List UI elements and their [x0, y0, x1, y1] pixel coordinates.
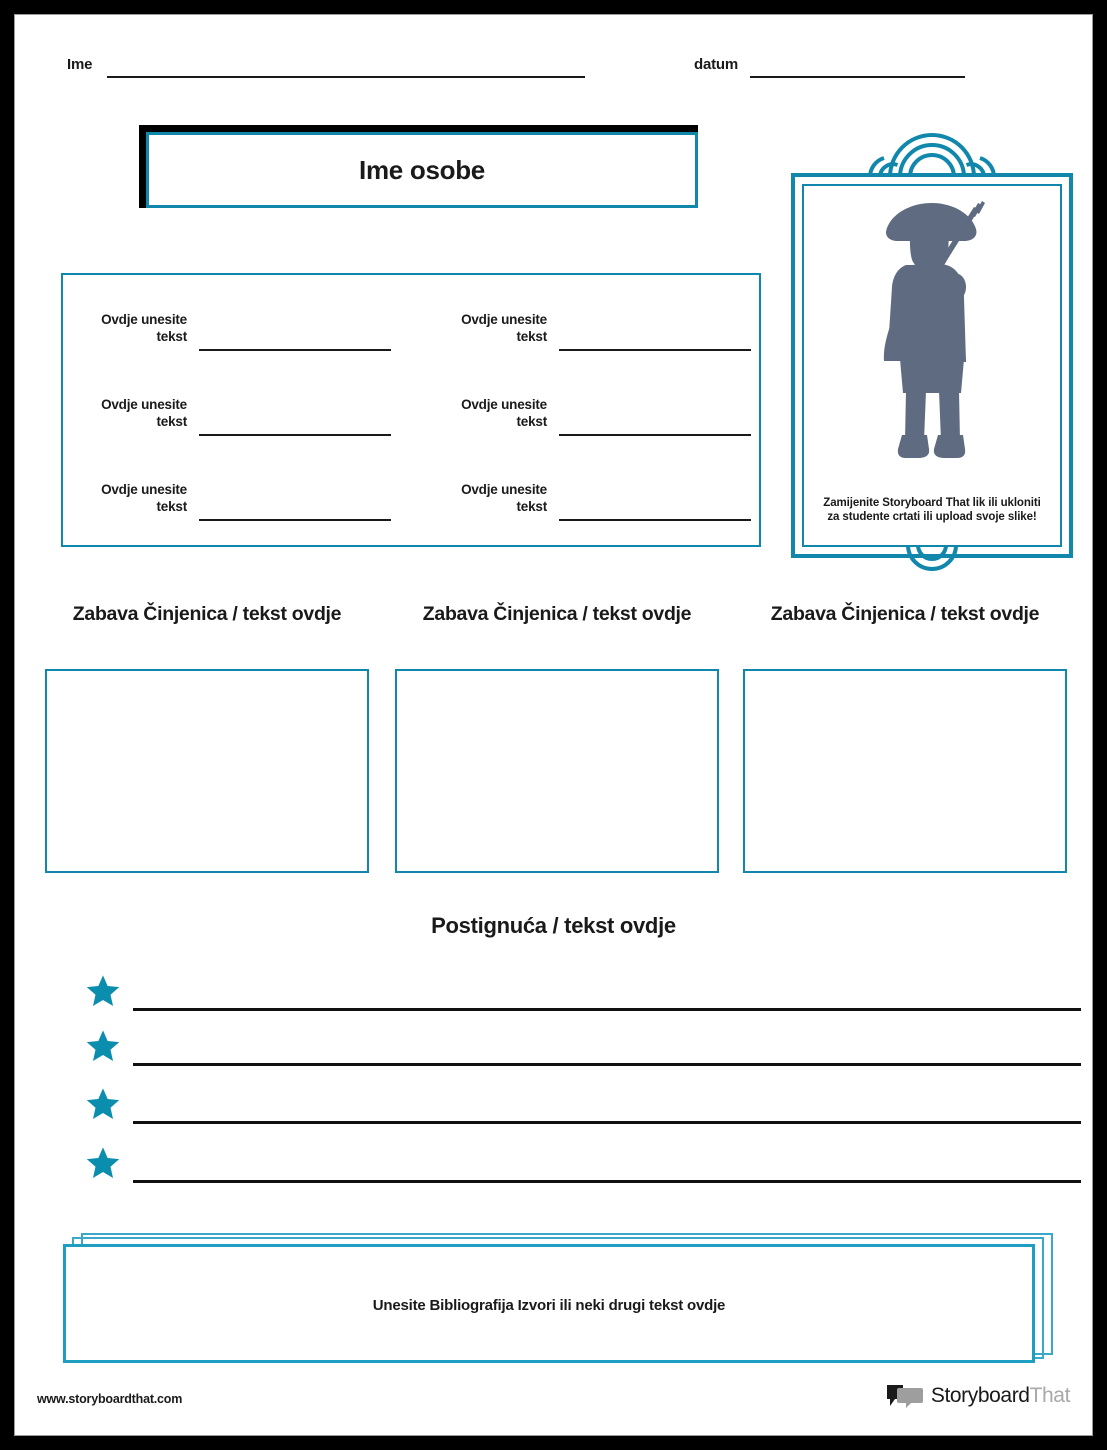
info-field-write-line[interactable] [199, 349, 391, 351]
info-field [431, 311, 751, 365]
fun-fact-heading: Zabava Činjenica / tekst ovdje [72, 603, 342, 625]
info-field [71, 311, 391, 365]
achievements-heading: Postignuća / tekst ovdje [431, 913, 676, 938]
info-field [431, 396, 751, 450]
logo-text-secondary: That [1029, 1384, 1070, 1407]
name-write-line[interactable] [107, 76, 585, 78]
info-field-label: Ovdje unesite tekst [461, 312, 547, 344]
star-icon [85, 1086, 121, 1122]
info-field-write-line[interactable] [559, 519, 751, 521]
portrait-caption: Zamijenite Storyboard That lik ili ukloniti za studente crtati ili upload svoje slike! [823, 497, 1041, 523]
title-box[interactable] [146, 132, 698, 208]
date-label: datum [694, 56, 739, 73]
logo-wordmark [931, 1384, 1070, 1408]
info-field-write-line[interactable] [199, 519, 391, 521]
star-icon [85, 1028, 121, 1064]
achievement-row [75, 1145, 1075, 1191]
star-icon [85, 973, 121, 1009]
bibliography-box[interactable] [63, 1244, 1035, 1363]
name-label: Ime [67, 56, 93, 73]
info-field-label: Ovdje unesite tekst [101, 397, 187, 429]
frame-ornament-bottom-icon [783, 539, 1081, 585]
title-text: Ime osobe [359, 154, 485, 185]
info-field-label: Ovdje unesite tekst [101, 482, 187, 514]
info-field [71, 481, 391, 535]
info-field [71, 396, 391, 450]
speech-bubbles-icon [886, 1383, 924, 1409]
info-fields-box [61, 273, 761, 547]
achievement-row [75, 1086, 1075, 1132]
title-block [139, 125, 698, 208]
bibliography-text: Unesite Bibliografija Izvori ili neki drugi tekst ovdje [372, 1297, 726, 1314]
achievement-write-line[interactable] [133, 1121, 1081, 1124]
fun-fact-heading: Zabava Činjenica / tekst ovdje [770, 603, 1040, 625]
date-write-line[interactable] [750, 76, 965, 78]
soldier-silhouette-icon [862, 199, 1002, 461]
fun-fact-box[interactable] [45, 669, 369, 873]
bibliography-block [63, 1233, 1053, 1363]
info-field-label: Ovdje unesite tekst [461, 482, 547, 514]
star-icon [85, 1145, 121, 1181]
worksheet-header [15, 49, 1092, 79]
storyboardthat-logo[interactable] [886, 1383, 1070, 1409]
fun-fact-box[interactable] [395, 669, 719, 873]
logo-text-primary: Storyboard [930, 1384, 1030, 1407]
fun-fact-heading: Zabava Činjenica / tekst ovdje [422, 603, 692, 625]
achievement-row [75, 973, 1075, 1019]
info-field-label: Ovdje unesite tekst [461, 397, 547, 429]
info-field-label: Ovdje unesite tekst [101, 312, 187, 344]
fun-fact-box[interactable] [743, 669, 1067, 873]
info-field-write-line[interactable] [199, 434, 391, 436]
footer-url[interactable]: www.storyboardthat.com [37, 1392, 183, 1406]
portrait-frame-border [791, 173, 1073, 558]
info-field [431, 481, 751, 535]
achievement-write-line[interactable] [133, 1008, 1081, 1011]
achievement-write-line[interactable] [133, 1063, 1081, 1066]
achievement-write-line[interactable] [133, 1180, 1081, 1183]
worksheet-sheet [14, 14, 1093, 1436]
portrait-frame [783, 125, 1081, 585]
info-field-write-line[interactable] [559, 349, 751, 351]
info-field-write-line[interactable] [559, 434, 751, 436]
achievement-row [75, 1028, 1075, 1074]
